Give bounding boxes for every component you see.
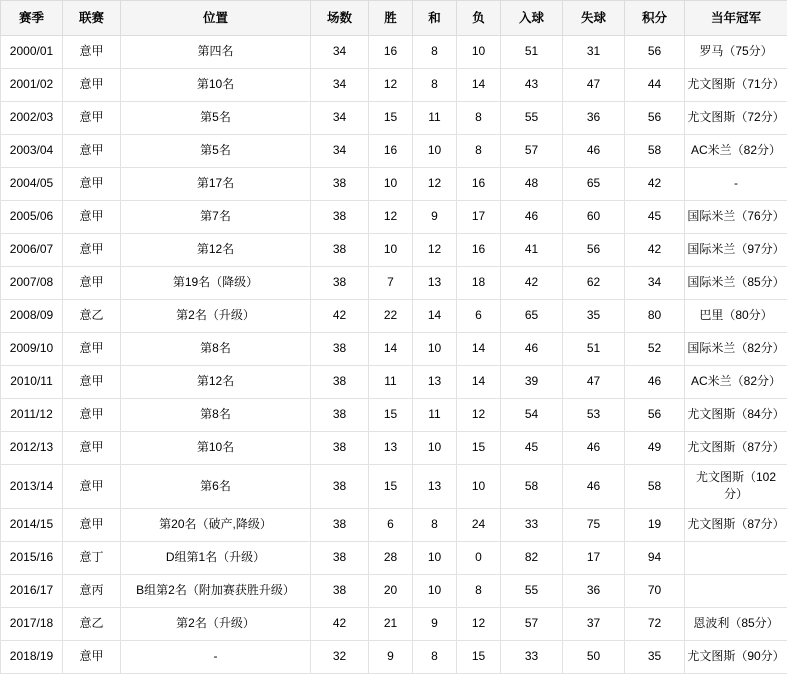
cell-played: 38	[311, 201, 369, 234]
cell-points: 58	[625, 135, 685, 168]
cell-draws: 13	[413, 267, 457, 300]
cell-losses: 6	[457, 300, 501, 333]
cell-league: 意甲	[63, 432, 121, 465]
cell-season: 2003/04	[1, 135, 63, 168]
cell-league: 意甲	[63, 168, 121, 201]
cell-goals-for: 57	[501, 135, 563, 168]
cell-losses: 10	[457, 36, 501, 69]
cell-champion: 国际米兰（82分）	[685, 333, 787, 366]
cell-losses: 15	[457, 432, 501, 465]
cell-goals-against: 62	[563, 267, 625, 300]
table-header-row	[1, 1, 787, 36]
cell-position: 第12名	[121, 366, 311, 399]
cell-position: D组第1名（升级）	[121, 541, 311, 574]
column-header-position: 位置	[121, 1, 311, 36]
cell-champion: 尤文图斯（87分）	[685, 508, 787, 541]
cell-goals-for: 39	[501, 366, 563, 399]
cell-draws: 12	[413, 234, 457, 267]
cell-season: 2011/12	[1, 399, 63, 432]
cell-season: 2006/07	[1, 234, 63, 267]
cell-draws: 13	[413, 366, 457, 399]
cell-points: 49	[625, 432, 685, 465]
cell-goals-against: 46	[563, 432, 625, 465]
cell-league: 意丙	[63, 574, 121, 607]
cell-champion: 国际米兰（85分）	[685, 267, 787, 300]
cell-losses: 18	[457, 267, 501, 300]
table-row	[1, 607, 787, 640]
cell-champion: 巴里（80分）	[685, 300, 787, 333]
table-row	[1, 399, 787, 432]
cell-goals-against: 53	[563, 399, 625, 432]
cell-goals-for: 55	[501, 102, 563, 135]
cell-draws: 13	[413, 465, 457, 509]
cell-played: 38	[311, 541, 369, 574]
cell-goals-against: 46	[563, 135, 625, 168]
cell-draws: 8	[413, 36, 457, 69]
cell-champion: 国际米兰（76分）	[685, 201, 787, 234]
cell-points: 72	[625, 607, 685, 640]
cell-position: 第19名（降级）	[121, 267, 311, 300]
cell-season: 2009/10	[1, 333, 63, 366]
cell-draws: 10	[413, 135, 457, 168]
table-row	[1, 234, 787, 267]
cell-goals-against: 46	[563, 465, 625, 509]
cell-draws: 10	[413, 574, 457, 607]
cell-champion: 尤文图斯（90分）	[685, 640, 787, 673]
cell-wins: 12	[369, 69, 413, 102]
cell-position: 第10名	[121, 69, 311, 102]
table-row	[1, 574, 787, 607]
cell-draws: 10	[413, 333, 457, 366]
cell-season: 2004/05	[1, 168, 63, 201]
cell-league: 意甲	[63, 135, 121, 168]
cell-wins: 7	[369, 267, 413, 300]
cell-league: 意甲	[63, 640, 121, 673]
table-row	[1, 508, 787, 541]
table-row	[1, 201, 787, 234]
cell-wins: 20	[369, 574, 413, 607]
cell-champion: 尤文图斯（72分）	[685, 102, 787, 135]
cell-points: 56	[625, 36, 685, 69]
column-header-goals-against: 失球	[563, 1, 625, 36]
cell-played: 38	[311, 432, 369, 465]
cell-league: 意丁	[63, 541, 121, 574]
table-row	[1, 168, 787, 201]
cell-goals-for: 65	[501, 300, 563, 333]
cell-goals-for: 54	[501, 399, 563, 432]
cell-league: 意甲	[63, 508, 121, 541]
cell-goals-for: 45	[501, 432, 563, 465]
cell-goals-for: 46	[501, 201, 563, 234]
cell-champion	[685, 541, 787, 574]
cell-season: 2015/16	[1, 541, 63, 574]
cell-wins: 13	[369, 432, 413, 465]
cell-goals-against: 56	[563, 234, 625, 267]
column-header-season: 赛季	[1, 1, 63, 36]
cell-draws: 10	[413, 541, 457, 574]
cell-goals-against: 47	[563, 366, 625, 399]
cell-position: 第6名	[121, 465, 311, 509]
cell-season: 2014/15	[1, 508, 63, 541]
cell-position: 第17名	[121, 168, 311, 201]
cell-wins: 21	[369, 607, 413, 640]
cell-season: 2002/03	[1, 102, 63, 135]
column-header-played: 场数	[311, 1, 369, 36]
cell-wins: 14	[369, 333, 413, 366]
cell-season: 2008/09	[1, 300, 63, 333]
table-row	[1, 640, 787, 673]
cell-losses: 15	[457, 640, 501, 673]
cell-position: 第2名（升级）	[121, 607, 311, 640]
table-row	[1, 366, 787, 399]
cell-goals-for: 33	[501, 508, 563, 541]
cell-played: 38	[311, 399, 369, 432]
cell-position: 第8名	[121, 399, 311, 432]
cell-losses: 8	[457, 574, 501, 607]
cell-goals-for: 33	[501, 640, 563, 673]
cell-draws: 8	[413, 69, 457, 102]
cell-position: 第5名	[121, 102, 311, 135]
cell-played: 42	[311, 300, 369, 333]
cell-points: 52	[625, 333, 685, 366]
cell-league: 意甲	[63, 399, 121, 432]
cell-played: 32	[311, 640, 369, 673]
cell-played: 34	[311, 36, 369, 69]
cell-points: 42	[625, 168, 685, 201]
cell-draws: 11	[413, 399, 457, 432]
cell-position: B组第2名（附加赛获胜升级）	[121, 574, 311, 607]
cell-goals-against: 60	[563, 201, 625, 234]
cell-goals-for: 57	[501, 607, 563, 640]
table-header	[1, 1, 787, 36]
cell-points: 42	[625, 234, 685, 267]
cell-points: 46	[625, 366, 685, 399]
cell-season: 2010/11	[1, 366, 63, 399]
cell-losses: 8	[457, 102, 501, 135]
cell-losses: 8	[457, 135, 501, 168]
cell-losses: 10	[457, 465, 501, 509]
cell-league: 意甲	[63, 102, 121, 135]
cell-played: 38	[311, 465, 369, 509]
cell-league: 意甲	[63, 36, 121, 69]
column-header-losses: 负	[457, 1, 501, 36]
cell-season: 2012/13	[1, 432, 63, 465]
cell-points: 35	[625, 640, 685, 673]
cell-losses: 14	[457, 333, 501, 366]
cell-losses: 16	[457, 234, 501, 267]
column-header-champion: 当年冠军	[685, 1, 787, 36]
cell-played: 38	[311, 168, 369, 201]
cell-league: 意甲	[63, 234, 121, 267]
cell-points: 70	[625, 574, 685, 607]
table-row	[1, 102, 787, 135]
cell-position: 第8名	[121, 333, 311, 366]
cell-losses: 16	[457, 168, 501, 201]
cell-draws: 10	[413, 432, 457, 465]
cell-points: 80	[625, 300, 685, 333]
cell-played: 42	[311, 607, 369, 640]
table-row	[1, 135, 787, 168]
cell-position: 第7名	[121, 201, 311, 234]
cell-wins: 11	[369, 366, 413, 399]
cell-points: 34	[625, 267, 685, 300]
cell-league: 意甲	[63, 267, 121, 300]
cell-goals-against: 47	[563, 69, 625, 102]
cell-position: 第12名	[121, 234, 311, 267]
cell-draws: 9	[413, 607, 457, 640]
cell-goals-for: 58	[501, 465, 563, 509]
cell-champion	[685, 574, 787, 607]
cell-points: 94	[625, 541, 685, 574]
cell-losses: 0	[457, 541, 501, 574]
cell-position: 第2名（升级）	[121, 300, 311, 333]
cell-goals-against: 51	[563, 333, 625, 366]
cell-wins: 15	[369, 465, 413, 509]
column-header-league: 联赛	[63, 1, 121, 36]
column-header-points: 积分	[625, 1, 685, 36]
cell-draws: 9	[413, 201, 457, 234]
table-body	[1, 36, 787, 674]
cell-points: 45	[625, 201, 685, 234]
cell-season: 2007/08	[1, 267, 63, 300]
cell-wins: 16	[369, 36, 413, 69]
cell-draws: 12	[413, 168, 457, 201]
cell-goals-for: 42	[501, 267, 563, 300]
cell-played: 38	[311, 508, 369, 541]
cell-position: 第20名（破产,降级）	[121, 508, 311, 541]
cell-goals-for: 46	[501, 333, 563, 366]
column-header-draws: 和	[413, 1, 457, 36]
cell-points: 19	[625, 508, 685, 541]
table-row	[1, 432, 787, 465]
cell-goals-against: 75	[563, 508, 625, 541]
cell-goals-for: 41	[501, 234, 563, 267]
table-row	[1, 333, 787, 366]
cell-played: 38	[311, 267, 369, 300]
cell-played: 38	[311, 333, 369, 366]
cell-points: 44	[625, 69, 685, 102]
cell-season: 2017/18	[1, 607, 63, 640]
cell-draws: 8	[413, 508, 457, 541]
cell-champion: AC米兰（82分）	[685, 366, 787, 399]
cell-season: 2000/01	[1, 36, 63, 69]
cell-position: 第5名	[121, 135, 311, 168]
cell-goals-against: 37	[563, 607, 625, 640]
cell-champion: -	[685, 168, 787, 201]
cell-goals-against: 31	[563, 36, 625, 69]
cell-champion: 恩波利（85分）	[685, 607, 787, 640]
cell-league: 意甲	[63, 465, 121, 509]
cell-losses: 14	[457, 69, 501, 102]
cell-champion: 罗马（75分）	[685, 36, 787, 69]
cell-league: 意乙	[63, 607, 121, 640]
cell-league: 意甲	[63, 69, 121, 102]
table-row	[1, 69, 787, 102]
cell-played: 38	[311, 574, 369, 607]
cell-goals-for: 43	[501, 69, 563, 102]
cell-draws: 11	[413, 102, 457, 135]
cell-position: -	[121, 640, 311, 673]
cell-position: 第四名	[121, 36, 311, 69]
cell-points: 56	[625, 399, 685, 432]
cell-points: 56	[625, 102, 685, 135]
table-row	[1, 300, 787, 333]
cell-wins: 15	[369, 399, 413, 432]
cell-wins: 6	[369, 508, 413, 541]
cell-champion: 尤文图斯（84分）	[685, 399, 787, 432]
cell-league: 意甲	[63, 333, 121, 366]
cell-losses: 12	[457, 399, 501, 432]
cell-season: 2016/17	[1, 574, 63, 607]
column-header-wins: 胜	[369, 1, 413, 36]
cell-champion: AC米兰（82分）	[685, 135, 787, 168]
cell-goals-against: 17	[563, 541, 625, 574]
cell-season: 2013/14	[1, 465, 63, 509]
cell-wins: 15	[369, 102, 413, 135]
cell-wins: 10	[369, 234, 413, 267]
table-row	[1, 465, 787, 509]
cell-played: 34	[311, 135, 369, 168]
cell-goals-against: 36	[563, 102, 625, 135]
cell-season: 2018/19	[1, 640, 63, 673]
table-row	[1, 267, 787, 300]
cell-played: 34	[311, 69, 369, 102]
cell-goals-against: 35	[563, 300, 625, 333]
cell-losses: 12	[457, 607, 501, 640]
cell-wins: 16	[369, 135, 413, 168]
cell-goals-for: 82	[501, 541, 563, 574]
cell-wins: 12	[369, 201, 413, 234]
cell-losses: 17	[457, 201, 501, 234]
cell-goals-against: 50	[563, 640, 625, 673]
cell-wins: 22	[369, 300, 413, 333]
cell-league: 意甲	[63, 201, 121, 234]
cell-champion: 国际米兰（97分）	[685, 234, 787, 267]
cell-points: 58	[625, 465, 685, 509]
cell-draws: 8	[413, 640, 457, 673]
cell-losses: 14	[457, 366, 501, 399]
cell-played: 38	[311, 234, 369, 267]
table-row	[1, 541, 787, 574]
cell-wins: 9	[369, 640, 413, 673]
cell-wins: 28	[369, 541, 413, 574]
cell-played: 34	[311, 102, 369, 135]
cell-goals-for: 55	[501, 574, 563, 607]
cell-goals-for: 51	[501, 36, 563, 69]
cell-draws: 14	[413, 300, 457, 333]
cell-wins: 10	[369, 168, 413, 201]
cell-goals-against: 65	[563, 168, 625, 201]
cell-season: 2005/06	[1, 201, 63, 234]
cell-played: 38	[311, 366, 369, 399]
cell-position: 第10名	[121, 432, 311, 465]
cell-league: 意乙	[63, 300, 121, 333]
cell-champion: 尤文图斯（102分）	[685, 465, 787, 509]
cell-goals-against: 36	[563, 574, 625, 607]
cell-league: 意甲	[63, 366, 121, 399]
cell-champion: 尤文图斯（71分）	[685, 69, 787, 102]
cell-champion: 尤文图斯（87分）	[685, 432, 787, 465]
table-row	[1, 36, 787, 69]
column-header-goals-for: 入球	[501, 1, 563, 36]
cell-goals-for: 48	[501, 168, 563, 201]
cell-losses: 24	[457, 508, 501, 541]
cell-season: 2001/02	[1, 69, 63, 102]
